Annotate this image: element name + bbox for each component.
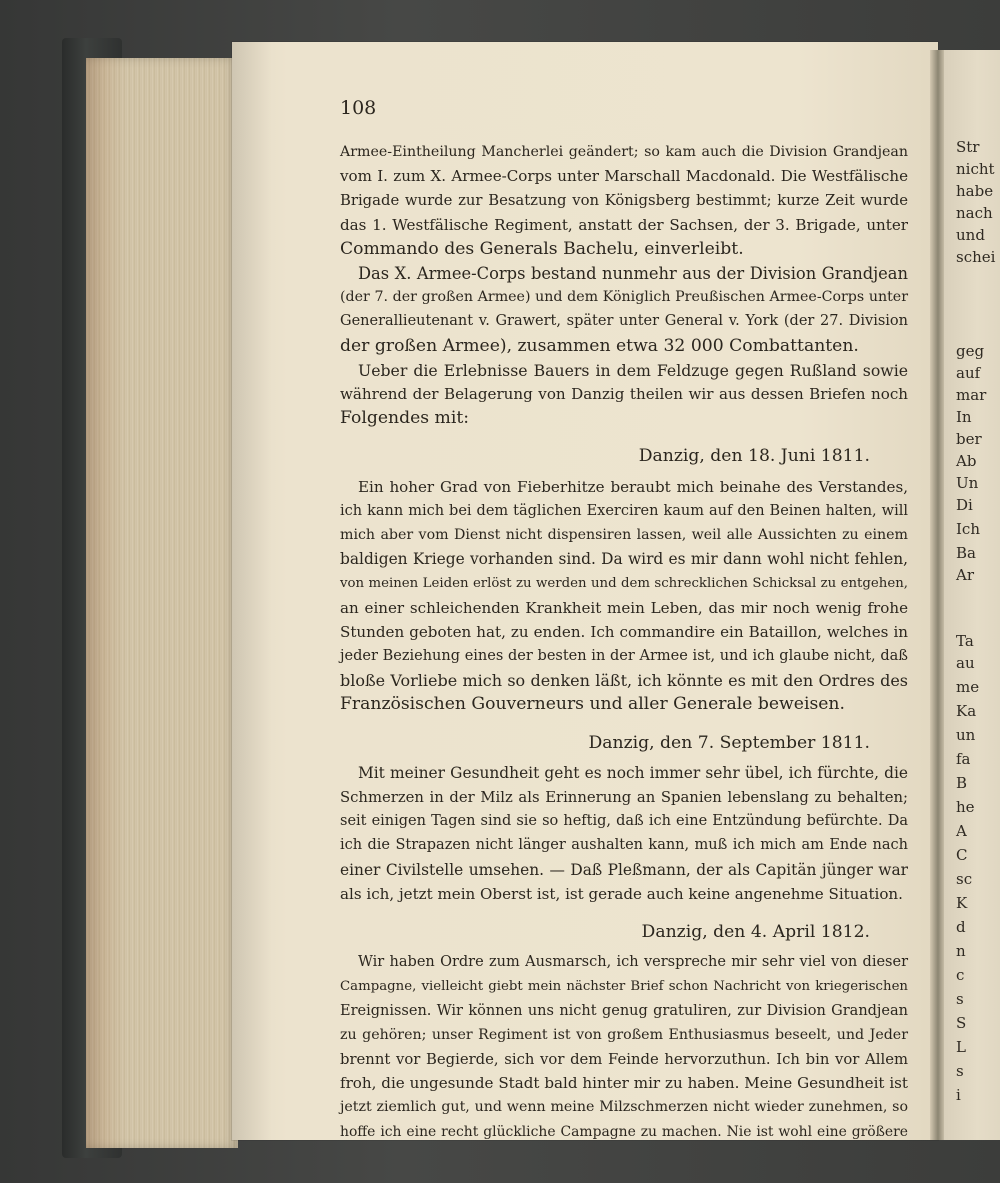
page-number: 108 — [340, 97, 377, 119]
facing-page-fragment: Str — [956, 138, 980, 156]
text-line: von meinen Leiden erlöst zu werden und dem schrecklichen Schicksal zu entgehen, — [340, 576, 908, 592]
facing-page-fragment: ber — [956, 430, 982, 448]
text-line: bloße Vorliebe mich so denken läßt, ich könnte es mit den Ordres des — [340, 671, 908, 691]
facing-page-fragment: he — [956, 798, 975, 816]
facing-page-fragment: fa — [956, 750, 971, 768]
text-line: Ereignissen. Wir können uns nicht genug gratuliren, zur Division Grandjean — [340, 1002, 908, 1019]
facing-page-fragment: C — [956, 846, 968, 864]
page-fold-shadow — [232, 42, 272, 1140]
text-line: Wir haben Ordre zum Ausmarsch, ich verspreche mir sehr viel von dieser — [358, 954, 908, 971]
letter-dateline: Danzig, den 18. Juni 1811. — [638, 446, 870, 467]
facing-page-fragment: nach — [956, 204, 993, 222]
text-line: Campagne, vielleicht giebt mein nächster Brief schon Nachricht von kriegerischen — [340, 979, 908, 995]
text-line: Generallieutenant v. Grawert, später unter General v. York (der 27. Division — [340, 313, 908, 330]
text-line: froh, die ungesunde Stadt bald hinter mir zu haben. Meine Gesundheit ist — [340, 1074, 908, 1093]
facing-page-fragment: In — [956, 408, 972, 426]
facing-page-fragment: s — [956, 990, 964, 1008]
text-line: Das X. Armee-Corps bestand nunmehr aus der Division Grandjean — [358, 264, 908, 283]
facing-page-fragment: me — [956, 678, 980, 696]
text-line: mich aber vom Dienst nicht dispensiren lassen, weil alle Aussichten zu einem — [340, 527, 908, 543]
text-line: zu gehören; unser Regiment ist von großem Enthusiasmus beseelt, und Jeder — [340, 1026, 908, 1043]
facing-page-fragment: nicht — [956, 160, 995, 178]
page-edge-shadow — [86, 58, 126, 1148]
facing-page-fragment: s — [956, 1062, 964, 1080]
text-line: Folgendes mit: — [340, 408, 470, 429]
facing-page-fragment: Ich — [956, 520, 980, 538]
facing-page-fragment: schei — [956, 248, 996, 266]
text-line: ich die Strapazen nicht länger aushalten kann, muß ich mich am Ende nach — [340, 837, 908, 854]
facing-page-fragment: Ar — [956, 566, 975, 584]
facing-page-fragment: geg — [956, 342, 985, 360]
facing-page-fragment: habe — [956, 182, 994, 200]
text-line: (der 7. der großen Armee) und dem Königlich Preußischen Armee-Corps unter — [340, 289, 908, 306]
facing-page — [944, 50, 1000, 1140]
facing-page-fragment: sc — [956, 870, 973, 888]
text-line: einer Civilstelle umsehen. — Daß Pleßmann, der als Capitän jünger war — [340, 860, 908, 879]
text-line: Ueber die Erlebnisse Bauers in dem Feldzuge gegen Rußland sowie — [358, 360, 908, 380]
text-line: baldigen Kriege vorhanden sind. Da wird es mir dann wohl nicht fehlen, — [340, 550, 908, 569]
text-line: Schmerzen in der Milz als Erinnerung an Spanien lebenslang zu behalten; — [340, 789, 908, 806]
text-line: das 1. Westfälische Regiment, anstatt der Sachsen, der 3. Brigade, unter — [340, 215, 908, 234]
text-line: Mit meiner Gesundheit geht es noch immer sehr übel, ich fürchte, die — [358, 763, 908, 782]
text-line: Ein hoher Grad von Fieberhitze beraubt mich beinahe des Verstandes, — [358, 477, 908, 496]
letter-dateline: Danzig, den 7. September 1811. — [588, 732, 870, 753]
facing-page-fragment: Ba — [956, 544, 976, 562]
facing-page-fragment: S — [956, 1014, 967, 1032]
text-line: Armee-Eintheilung Mancherlei geändert; so kam auch die Division Grandjean — [340, 144, 908, 160]
facing-page-fragment: Ka — [956, 702, 977, 720]
facing-page-fragment: un — [956, 726, 976, 744]
text-line: Stunden geboten hat, zu enden. Ich commandire ein Bataillon, welches in — [340, 622, 908, 641]
facing-page-fragment: Ta — [956, 632, 974, 650]
text-line: Brigade wurde zur Besatzung von Königsberg bestimmt; kurze Zeit wurde — [340, 192, 908, 210]
text-line: an einer schleichenden Krankheit mein Leben, das mir noch wenig frohe — [340, 598, 908, 617]
text-line: ich kann mich bei dem täglichen Exerciren kaum auf den Beinen halten, will — [340, 502, 908, 519]
facing-page-fragment: Di — [956, 496, 973, 514]
letter-dateline: Danzig, den 4. April 1812. — [641, 922, 870, 942]
facing-page-fragment: n — [956, 942, 966, 960]
facing-page-fragment: und — [956, 226, 985, 244]
text-line: als ich, jetzt mein Oberst ist, ist gerade auch keine angenehme Situation. — [340, 884, 903, 903]
text-line: jeder Beziehung eines der besten in der Armee ist, und ich glaube nicht, daß — [340, 648, 908, 664]
facing-page-fragment: A — [956, 822, 967, 840]
facing-page-fragment: K — [956, 894, 968, 912]
text-line: der großen Armee), zusammen etwa 32 000 Combattanten. — [340, 335, 859, 356]
facing-page-fragment: L — [956, 1038, 966, 1056]
text-line: Commando des Generals Bachelu, einverleibt. — [340, 238, 744, 259]
text-line: jetzt ziemlich gut, und wenn meine Milzschmerzen nicht wieder zunehmen, so — [340, 1099, 908, 1116]
text-line: brennt vor Begierde, sich vor dem Feinde hervorzuthun. Ich bin vor Allem — [340, 1051, 908, 1068]
text-line: hoffe ich eine recht glückliche Campagne zu machen. Nie ist wohl eine größere — [340, 1123, 908, 1140]
facing-page-fragment: B — [956, 774, 968, 792]
facing-page-fragment: d — [956, 918, 966, 936]
facing-page-fragment: au — [956, 654, 975, 672]
facing-page-fragment: c — [956, 966, 965, 984]
text-line: Französischen Gouverneurs und aller Generale beweisen. — [340, 694, 845, 715]
text-line: vom I. zum X. Armee-Corps unter Marschall Macdonald. Die Westfälische — [340, 167, 908, 186]
facing-page-fragment: Ab — [956, 452, 977, 470]
facing-page-fragment: i — [956, 1086, 961, 1104]
text-line: während der Belagerung von Danzig theilen wir aus dessen Briefen noch — [340, 385, 908, 403]
text-line: seit einigen Tagen sind sie so heftig, daß ich eine Entzündung befürchte. Da — [340, 813, 908, 830]
facing-page-fragment: mar — [956, 386, 987, 404]
facing-page-fragment: Un — [956, 474, 979, 492]
facing-page-fragment: auf — [956, 364, 981, 382]
